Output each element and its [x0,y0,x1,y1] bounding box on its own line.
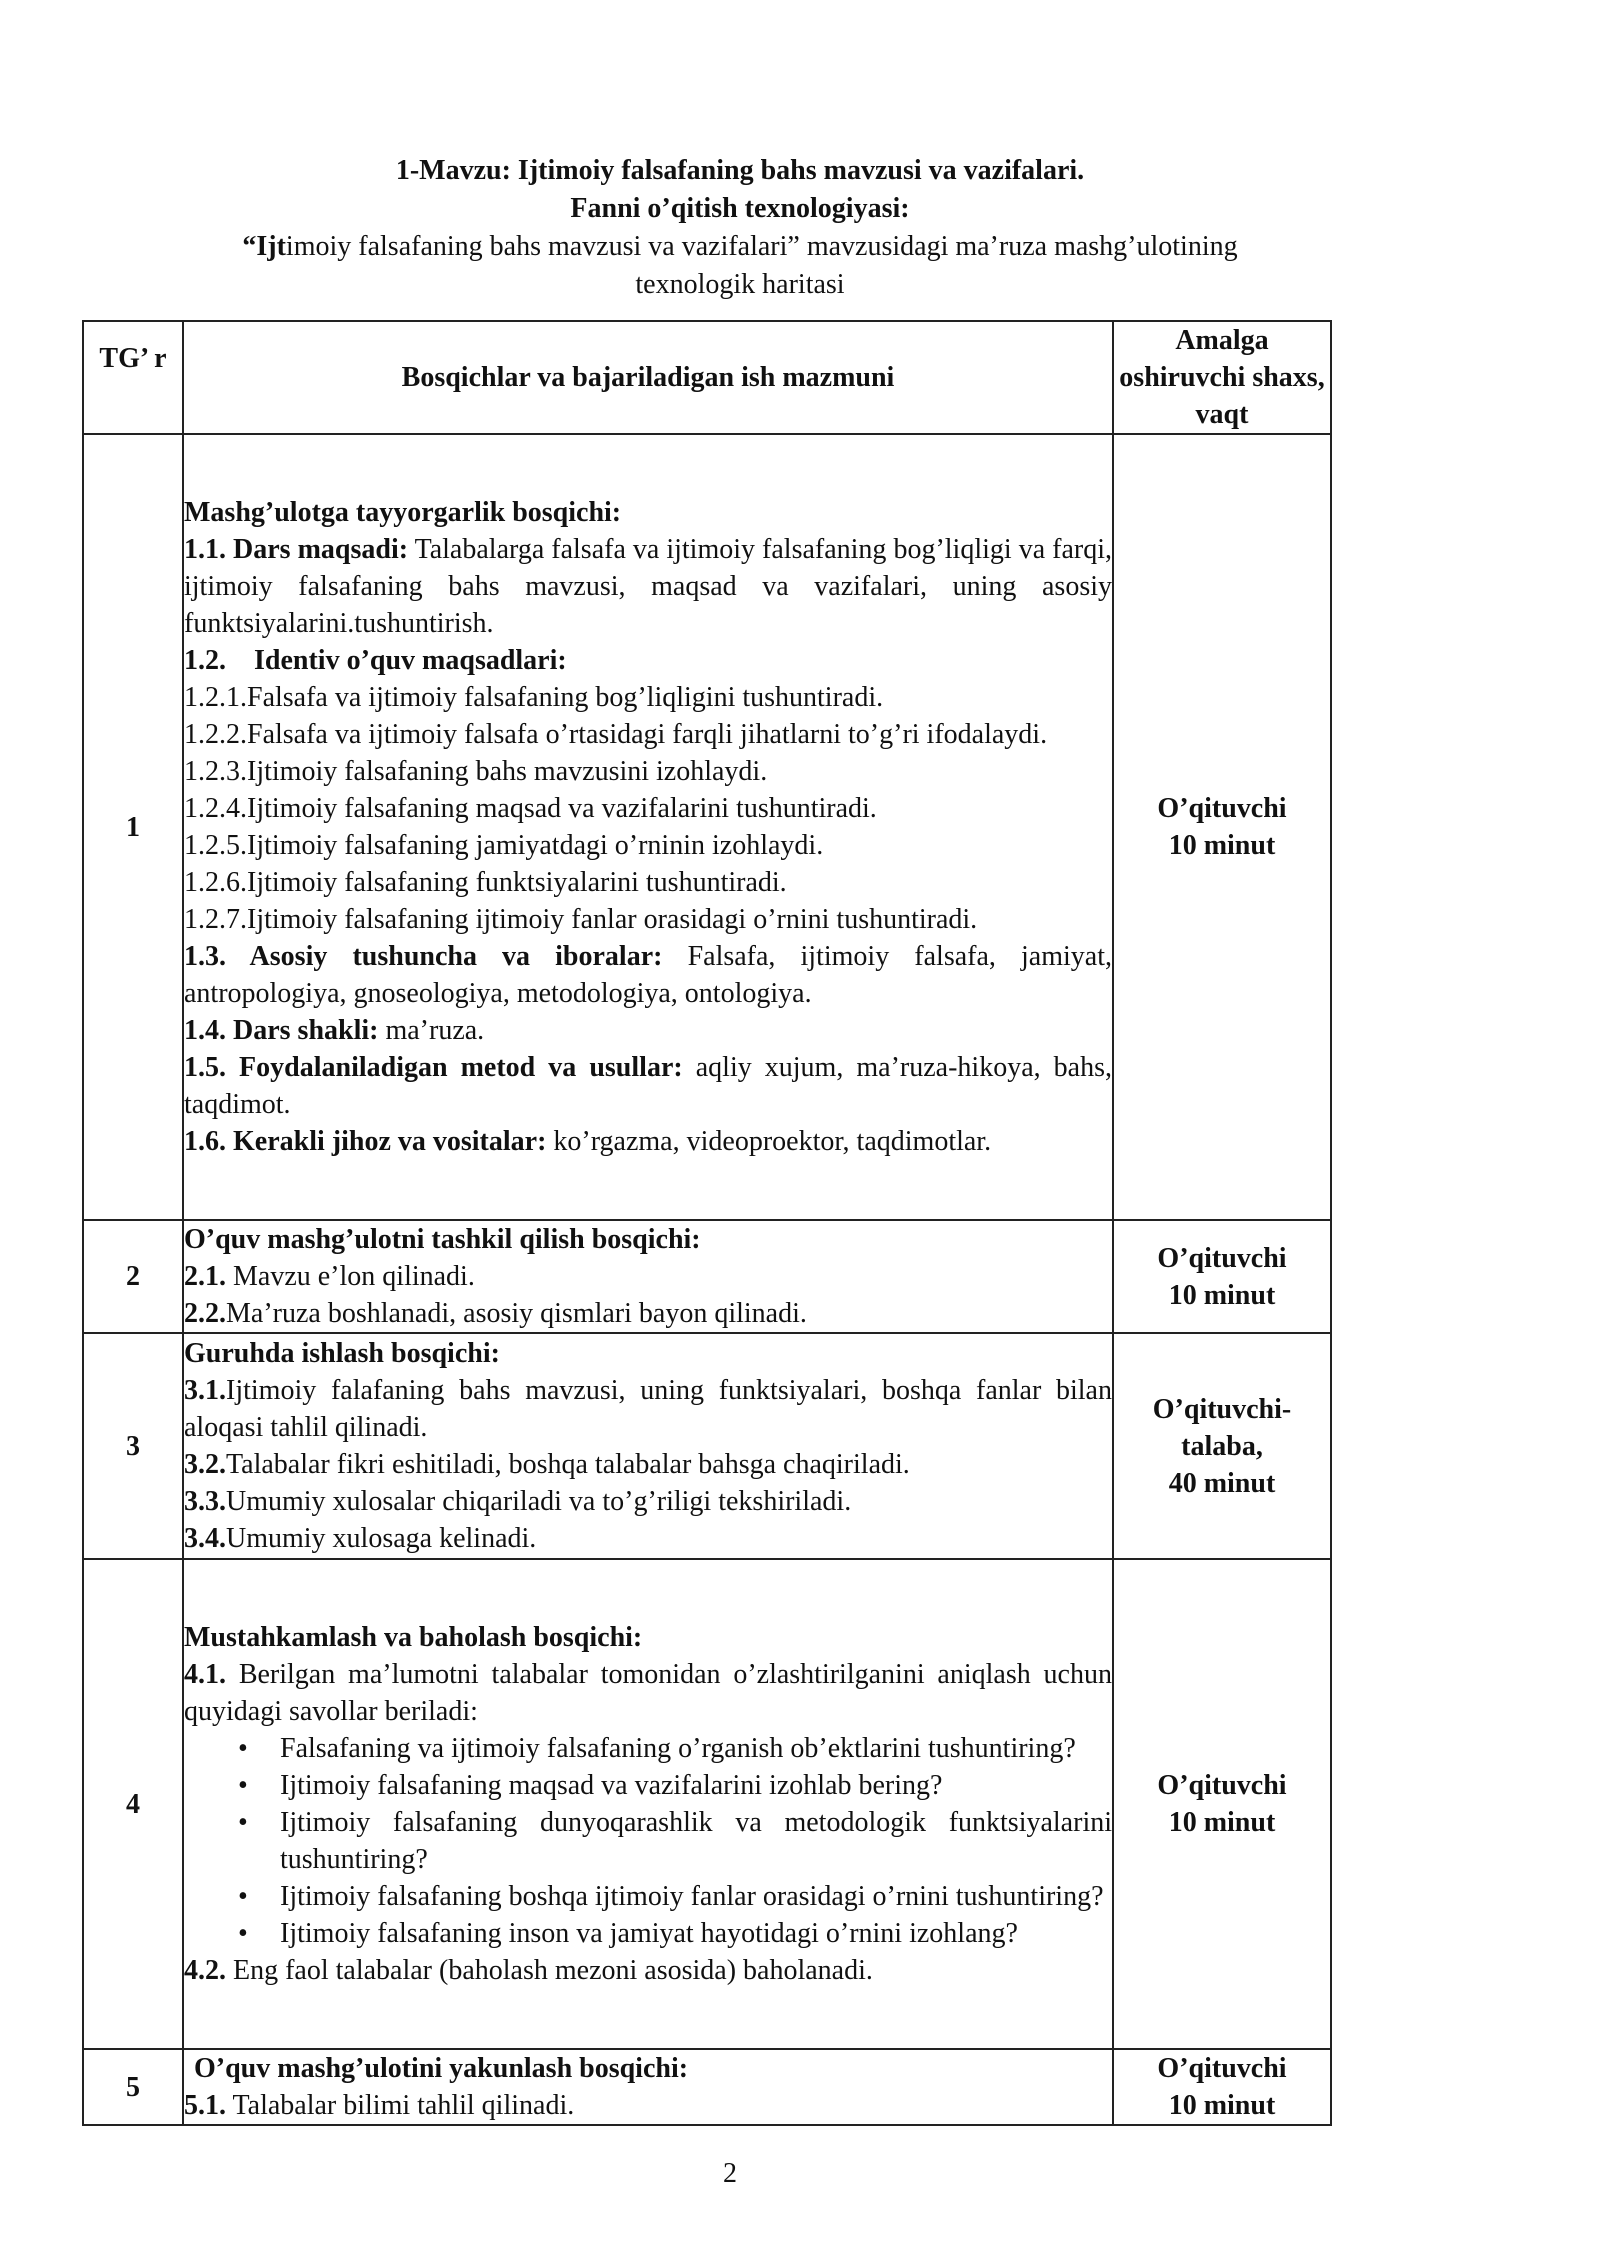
step-item: 3.3.Umumiy xulosalar chiqariladi va to’g’riligi tekshiriladi. [184,1486,852,1517]
duration: 10 minut [1168,2090,1276,2121]
equipment: 1.6. Kerakli jihoz va vositalar: ko’rgazma, videoproektor, taqdimotlar. [184,1126,992,1157]
stage-title: Guruhda ishlash bosqichi: [184,1338,500,1369]
step-item: 3.1.Ijtimoiy falafaning bahs mavzusi, uning funktsiyalari, boshqa fanlar bilan aloqasi tahlil qilinadi. [184,1375,1112,1443]
question-item: • Ijtimoiy falsafaning maqsad va vazifalarini izohlab bering? [280,1767,1112,1804]
question-item: • Falsafaning va ijtimoiy falsafaning o’rganish ob’ektlarini tushuntiring? [280,1730,1112,1767]
topic-title: 1-Mavzu: Ijtimoiy falsafaning bahs mavzusi va vazifalari. [395,155,1085,186]
performer-cell [1113,2049,1331,2125]
stage-number: 2 [83,1220,183,1333]
step-item: 4.2. Eng faol talabalar (baholash mezoni asosida) baholanadi. [184,1955,873,1986]
step-item: 3.2.Talabalar fikri eshitiladi, boshqa talabalar bahsga chaqiriladi. [184,1449,910,1480]
step-item: 3.4.Umumiy xulosaga kelinadi. [184,1523,537,1554]
identive-goals-title: 1.2. Identiv o’quv maqsadlari: [184,645,567,676]
map-title-line-2: texnologik haritasi [635,269,845,300]
performer: O’qituvchi [1157,793,1287,824]
header-row [83,321,1331,434]
performer: O’qituvchi [1157,2053,1287,2084]
performer-cell [1113,1559,1331,2049]
stage-number: 5 [83,2049,183,2125]
methods: 1.5. Foydalaniladigan metod va usullar: aqliy xujum, ma’ruza-hikoya, bahs, taqdimot. [184,1052,1112,1120]
map-title-bold: “Ijt [242,231,286,262]
step-item: 2.2.Ma’ruza boshlanadi, asosiy qismlari bayon qilinadi. [184,1298,807,1329]
map-title-rest: imoiy falsafaning bahs mavzusi va vazifalari” mavzusidagi ma’ruza mashg’ulotining [285,231,1238,262]
header-stage-number: TG’ r [83,321,183,434]
stage-number: 4 [83,1559,183,2049]
goal-item: 1.2.3.Ijtimoiy falsafaning bahs mavzusini izohlaydi. [184,756,768,787]
key-concepts: 1.3. Asosiy tushuncha va iboralar: Falsafa, ijtimoiy falsafa, jamiyat, antropologiya, gnoseologiya, metodologiya, ontologiya. [184,941,1112,1009]
stage-title: Mashg’ulotga tayyorgarlik bosqichi: [184,497,622,528]
performer-cell [1113,1333,1331,1559]
goal-item: 1.2.7.Ijtimoiy falsafaning ijtimoiy fanlar orasidagi o’rnini tushuntiradi. [184,904,978,935]
table-row [83,434,1331,1220]
question-item: • Ijtimoiy falsafaning dunyoqarashlik va metodologik funktsiyalarini tushuntiring? [280,1804,1112,1878]
question-item: • Ijtimoiy falsafaning inson va jamiyat hayotidagi o’rnini izohlang? [280,1915,1112,1952]
step-item: 2.1. Mavzu e’lon qilinadi. [184,1261,475,1292]
stage-title: O’quv mashg’ulotni tashkil qilish bosqichi: [184,1224,701,1255]
step-item: 4.1. Berilgan ma’lumotni talabalar tomonidan o’zlashtirilganini aniqlash uchun quyidagi savollar beriladi: [184,1659,1112,1727]
stage-title: Mustahkamlash va baholash bosqichi: [184,1622,643,1653]
lesson-form: 1.4. Dars shakli: ma’ruza. [184,1015,485,1046]
performer-second: talaba, [1181,1430,1263,1462]
performer: O’qituvchi [1157,1770,1287,1801]
duration: 10 minut [1168,1807,1276,1838]
header-performer: Amalga oshiruvchi shaxs, vaqt [1113,321,1331,434]
performer-cell [1113,1220,1331,1333]
stage-content [183,434,1113,1220]
table-row [83,2049,1331,2125]
table-row [83,1559,1331,2049]
performer: O’qituvchi- [1152,1393,1292,1425]
stage-content [183,2049,1113,2125]
question-list [184,1730,1112,1952]
page-number: 2 [723,2158,737,2189]
table-row [83,1333,1331,1559]
stage-title: O’quv mashg’ulotini yakunlash bosqichi: [194,2053,689,2084]
map-title-line [150,228,1330,265]
goal-item: 1.2.4.Ijtimoiy falsafaning maqsad va vazifalarini tushuntiradi. [184,793,877,824]
goal-item: 1.2.5.Ijtimoiy falsafaning jamiyatdagi o’rninin izohlaydi. [184,830,824,861]
goal-item: 1.2.1.Falsafa va ijtimoiy falsafaning bog’liqligini tushuntiradi. [184,682,884,713]
lesson-goal: 1.1. Dars maqsadi: Talabalarga falsafa va ijtimoiy falsafaning bog’liqligi va farqi, ijtimoiy falsafaning bahs mavzusi, maqsad va vazifalari, uning asosiy funktsiyalarini.tushuntirish. [184,534,1112,639]
stage-number: 3 [83,1333,183,1559]
question-item: • Ijtimoiy falsafaning boshqa ijtimoiy fanlar orasidagi o’rnini tushuntiring? [280,1878,1112,1915]
duration: 10 minut [1168,830,1276,861]
duration: 40 minut [1168,1467,1276,1499]
stage-content [183,1559,1113,2049]
technology-map-table [82,320,1332,2126]
table-row [83,1220,1331,1333]
goal-item: 1.2.2.Falsafa va ijtimoiy falsafa o’rtasidagi farqli jihatlarni to’g’ri ifodalaydi. [184,719,1048,750]
stage-content [183,1220,1113,1333]
performer: O’qituvchi [1157,1242,1287,1274]
stage-content [183,1333,1113,1559]
stage-number: 1 [83,434,183,1220]
goal-item: 1.2.6.Ijtimoiy falsafaning funktsiyalarini tushuntiradi. [184,867,787,898]
performer-cell [1113,434,1331,1220]
header-content: Bosqichlar va bajariladigan ish mazmuni [183,321,1113,434]
subtitle: Fanni o’qitish texnologiyasi: [570,193,910,224]
duration: 10 minut [1168,1279,1276,1311]
step-item: 5.1. Talabalar bilimi tahlil qilinadi. [184,2090,575,2121]
